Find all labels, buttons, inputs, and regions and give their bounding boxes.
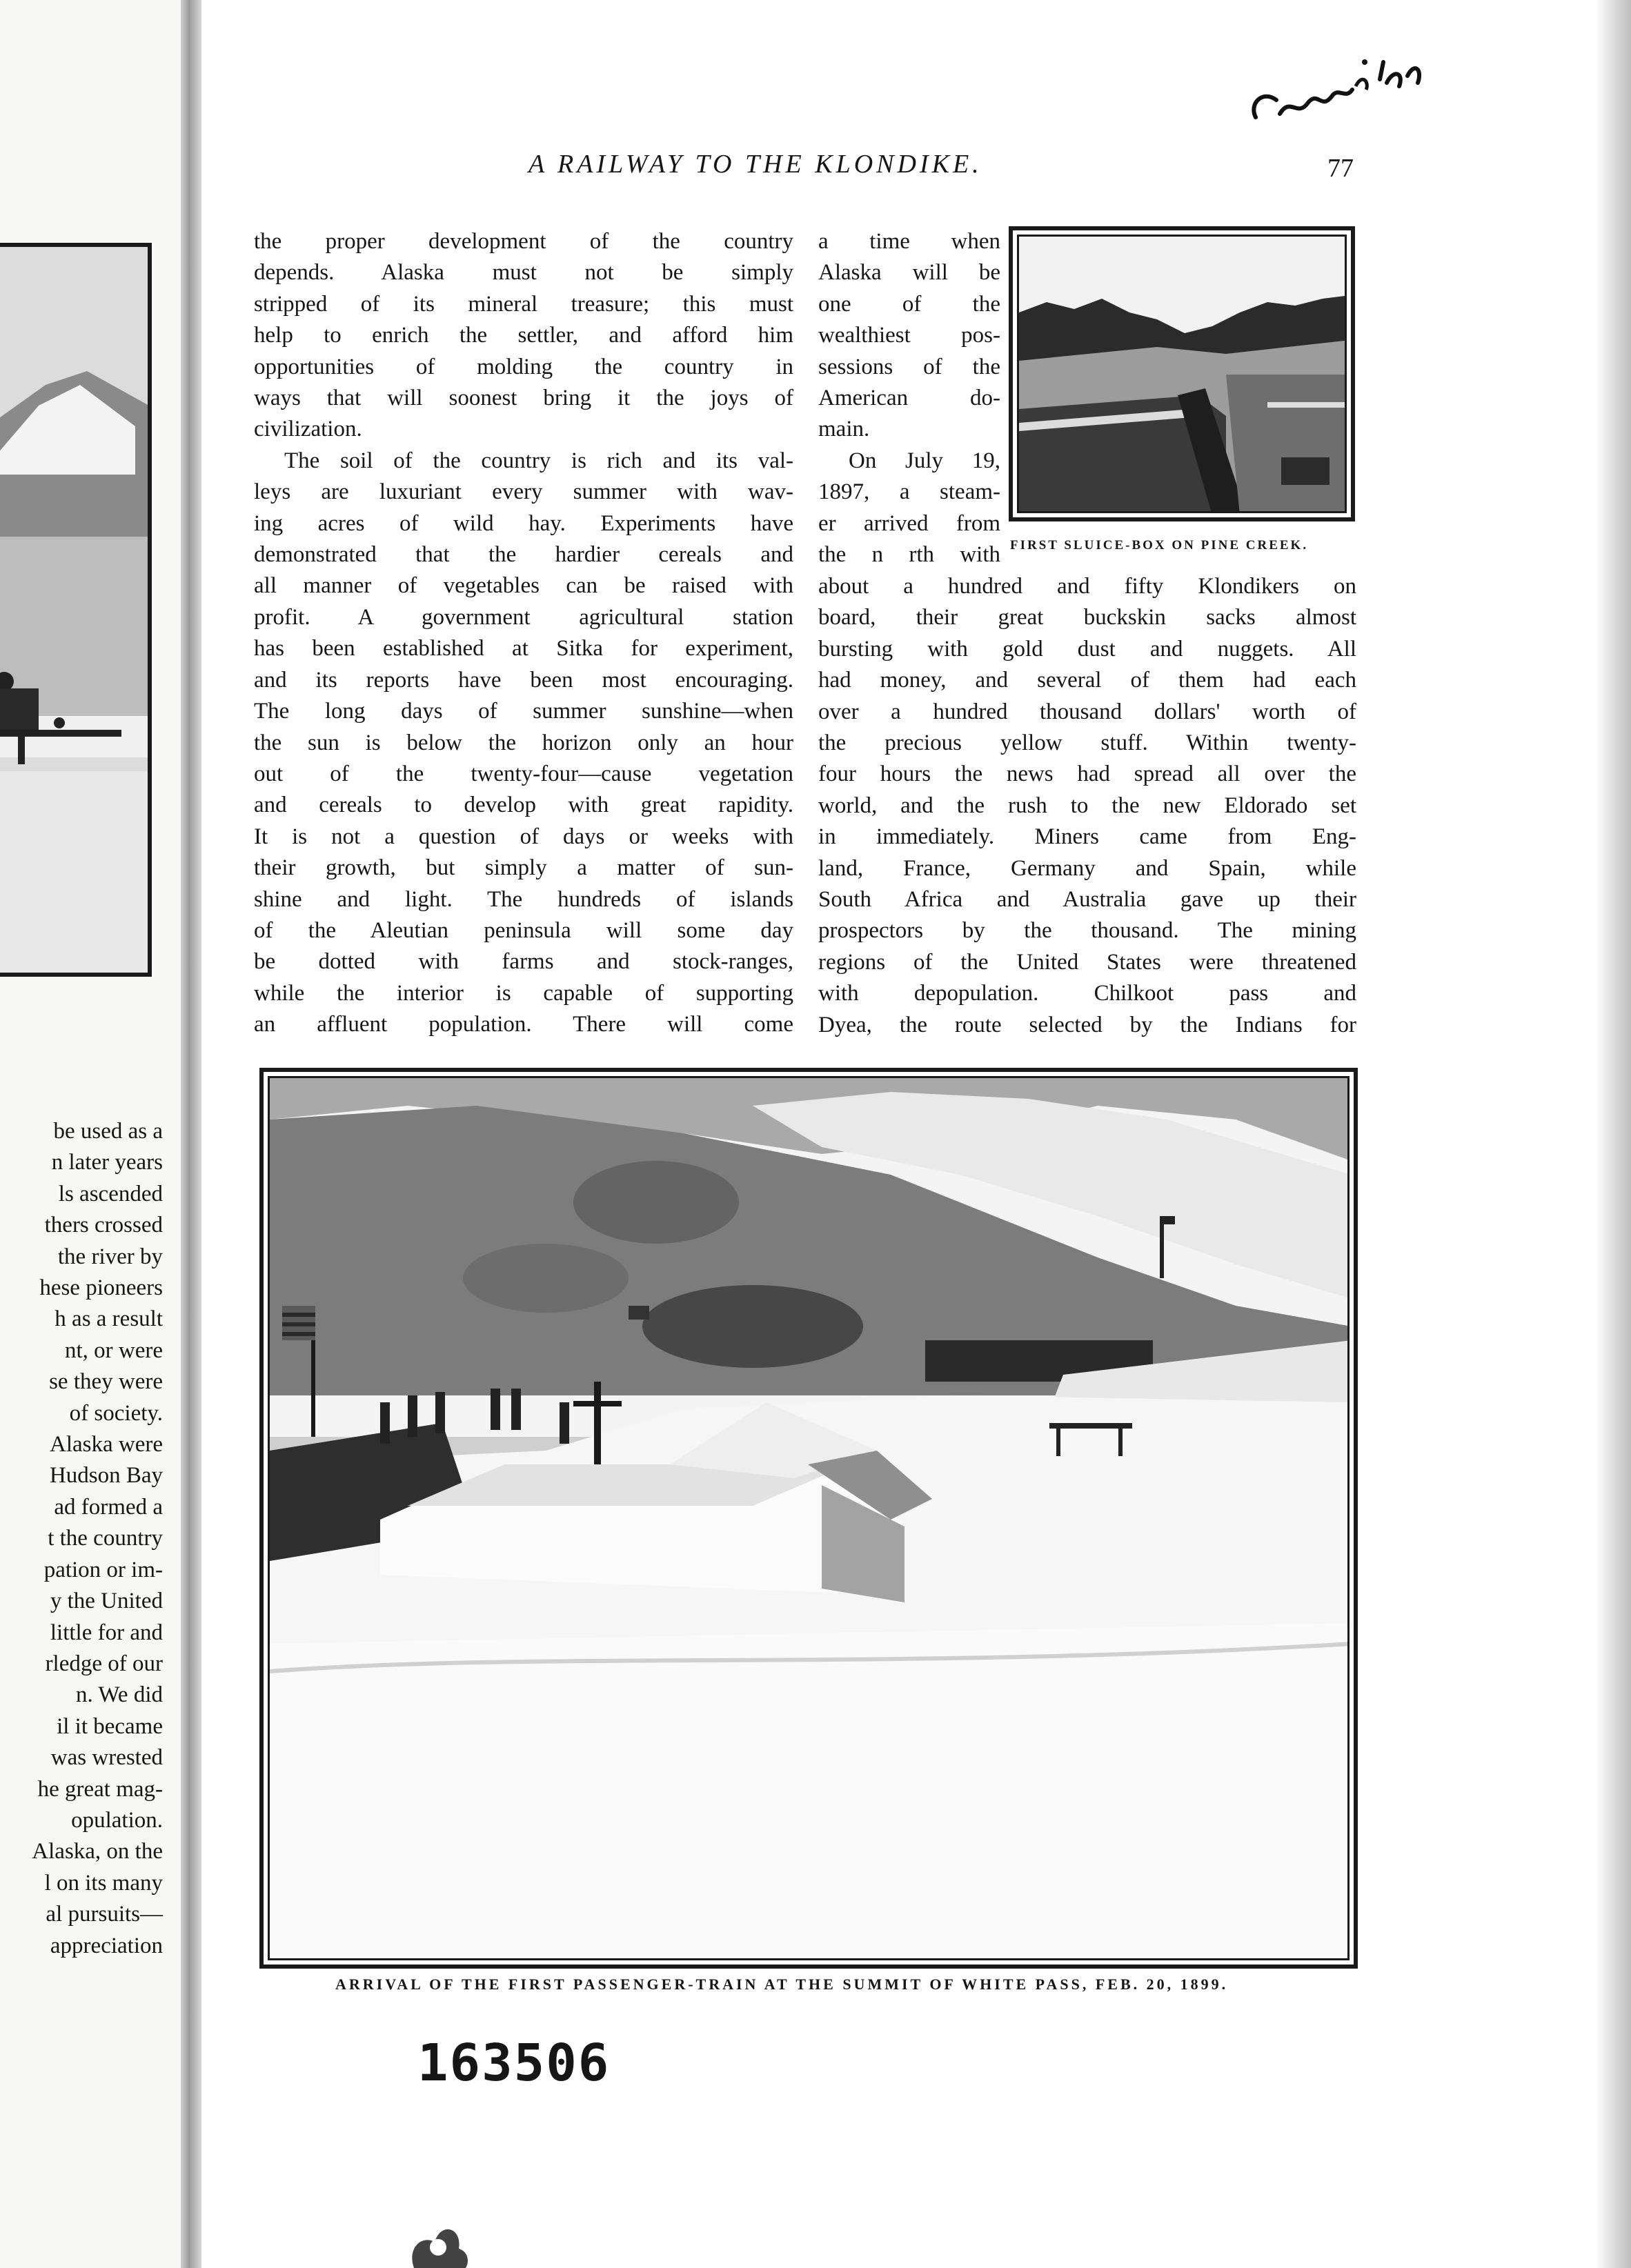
- text-line: while the interior is capable of supporting: [254, 980, 793, 1006]
- text-line: Alaska will be: [818, 260, 1000, 286]
- text-line: shine and light. The hundreds of islands: [254, 886, 793, 912]
- text-line: help to enrich the settler, and afford him: [254, 323, 793, 348]
- text-line: stripped of its mineral treasure; this must: [254, 291, 793, 317]
- running-header: A RAILWAY TO THE KLONDIKE.: [528, 150, 982, 179]
- text-line: bursting with gold dust and nuggets. All: [818, 636, 1356, 662]
- text-line: thers crossed: [44, 1213, 163, 1238]
- text-line: depends. Alaska must not be simply: [254, 260, 793, 286]
- text-line: of society.: [69, 1400, 163, 1426]
- sluice-box-photo: [1009, 226, 1355, 521]
- text-line: On July 19,: [849, 448, 1000, 473]
- text-line: world, and the rush to the new Eldorado set: [818, 793, 1356, 818]
- text-line: appreciation: [50, 1933, 163, 1958]
- text-line: demonstrated that the hardier cereals and: [254, 542, 793, 568]
- text-line: in immediately. Miners came from Eng-: [818, 824, 1356, 850]
- text-line: The soil of the country is rich and its val-: [284, 448, 793, 473]
- text-line: n. We did: [76, 1682, 163, 1708]
- text-line: the river by: [57, 1244, 163, 1269]
- page-number: 77: [1327, 154, 1354, 183]
- text-line: and its reports have been most encouraging.: [254, 667, 793, 693]
- text-line: the n rth with: [818, 542, 1000, 568]
- text-line: civilization.: [254, 417, 362, 442]
- text-line: a time when: [818, 229, 1000, 254]
- text-line: has been established at Sitka for experiment,: [254, 636, 793, 662]
- text-line: little for and: [50, 1620, 163, 1645]
- text-line: he great mag-: [37, 1776, 163, 1802]
- text-column-right-wide: [818, 571, 1356, 1041]
- text-column-right-narrow: [818, 226, 1000, 570]
- text-line: American do-: [818, 386, 1000, 411]
- text-line: h as a result: [55, 1306, 163, 1332]
- text-line: out of the twenty-four—cause vegetation: [254, 761, 793, 786]
- text-line: land, France, Germany and Spain, while: [818, 855, 1356, 881]
- text-line: ways that will soonest bring it the joys of: [254, 386, 793, 411]
- text-line: leys are luxuriant every summer with wav-: [254, 479, 793, 505]
- page-edge-shadow: [1595, 0, 1631, 2268]
- left-page-photo: [0, 243, 152, 977]
- text-line: Alaska, on the: [32, 1839, 163, 1864]
- text-line: an affluent population. There will come: [254, 1012, 793, 1037]
- text-line: over a hundred thousand dollars' worth of: [818, 699, 1356, 724]
- text-line: sessions of the: [818, 354, 1000, 379]
- text-line: er arrived from: [818, 510, 1000, 536]
- text-line: opportunities of molding the country in: [254, 354, 793, 379]
- text-line: had money, and several of them had each: [818, 668, 1356, 693]
- text-column-left: [254, 226, 793, 1041]
- book-gutter: [181, 0, 201, 2268]
- text-line: main.: [818, 417, 870, 442]
- text-line: of the Aleutian peninsula will some day: [254, 917, 793, 943]
- text-line: Hudson Bay: [49, 1463, 163, 1489]
- text-line: Dyea, the route selected by the Indians for: [818, 1012, 1356, 1037]
- left-page-text: [0, 1116, 163, 1962]
- text-line: ls ascended: [58, 1181, 163, 1206]
- text-line: il it became: [57, 1713, 163, 1739]
- text-line: l on its many: [44, 1870, 163, 1896]
- text-line: se they were: [49, 1369, 163, 1395]
- small-photo-caption: FIRST SLUICE-BOX ON PINE CREEK.: [1010, 538, 1309, 553]
- white-pass-photo: [259, 1068, 1358, 1969]
- text-line: be used as a: [53, 1119, 163, 1144]
- text-line: the precious yellow stuff. Within twenty-: [818, 730, 1356, 756]
- text-line: the proper development of the country: [254, 229, 793, 254]
- text-line: South Africa and Australia gave up their: [818, 887, 1356, 913]
- text-line: n later years: [51, 1150, 163, 1175]
- text-line: Alaska were: [49, 1432, 163, 1458]
- text-line: was wrested: [50, 1745, 163, 1771]
- text-line: pation or im-: [43, 1557, 163, 1582]
- text-line: about a hundred and fifty Klondikers on: [818, 574, 1356, 599]
- text-line: profit. A government agricultural station: [254, 604, 793, 630]
- text-line: al pursuits—: [46, 1902, 163, 1927]
- text-line: prospectors by the thousand. The mining: [818, 918, 1356, 944]
- text-line: board, their great buckskin sacks almost: [818, 605, 1356, 630]
- text-line: rledge of our: [45, 1651, 163, 1676]
- text-line: nt, or were: [64, 1337, 163, 1363]
- text-line: and cereals to develop with great rapidity.: [254, 793, 793, 818]
- handwritten-note: [1242, 21, 1428, 131]
- accession-number-stamp: 163506: [417, 2033, 611, 2093]
- text-line: all manner of vegetables can be raised with: [254, 573, 793, 599]
- text-line: ing acres of wild hay. Experiments have: [254, 510, 793, 536]
- large-photo-caption: ARRIVAL OF THE FIRST PASSENGER-TRAIN AT THE SUMMIT OF WHITE PASS, FEB. 20, 1899.: [335, 1976, 1229, 1993]
- text-line: y the United: [50, 1589, 163, 1614]
- text-line: The long days of summer sunshine—when: [254, 699, 793, 724]
- text-line: hese pioneers: [39, 1275, 163, 1301]
- text-line: with depopulation. Chilkoot pass and: [818, 981, 1356, 1006]
- left-facing-page: [0, 0, 181, 2268]
- ink-blot: [400, 2194, 476, 2268]
- text-line: regions of the United States were threatened: [818, 949, 1356, 975]
- text-line: opulation.: [71, 1807, 163, 1833]
- text-line: one of the: [818, 291, 1000, 317]
- text-line: ad formed a: [54, 1494, 163, 1520]
- text-line: four hours the news had spread all over the: [818, 762, 1356, 787]
- text-line: be dotted with farms and stock-ranges,: [254, 949, 793, 975]
- text-line: the sun is below the horizon only an hour: [254, 730, 793, 755]
- text-line: wealthiest pos-: [818, 323, 1000, 348]
- text-line: It is not a question of days or weeks with: [254, 824, 793, 849]
- text-line: t the country: [48, 1526, 163, 1551]
- text-line: 1897, a steam-: [818, 479, 1000, 505]
- text-line: their growth, but simply a matter of sun-: [254, 855, 793, 881]
